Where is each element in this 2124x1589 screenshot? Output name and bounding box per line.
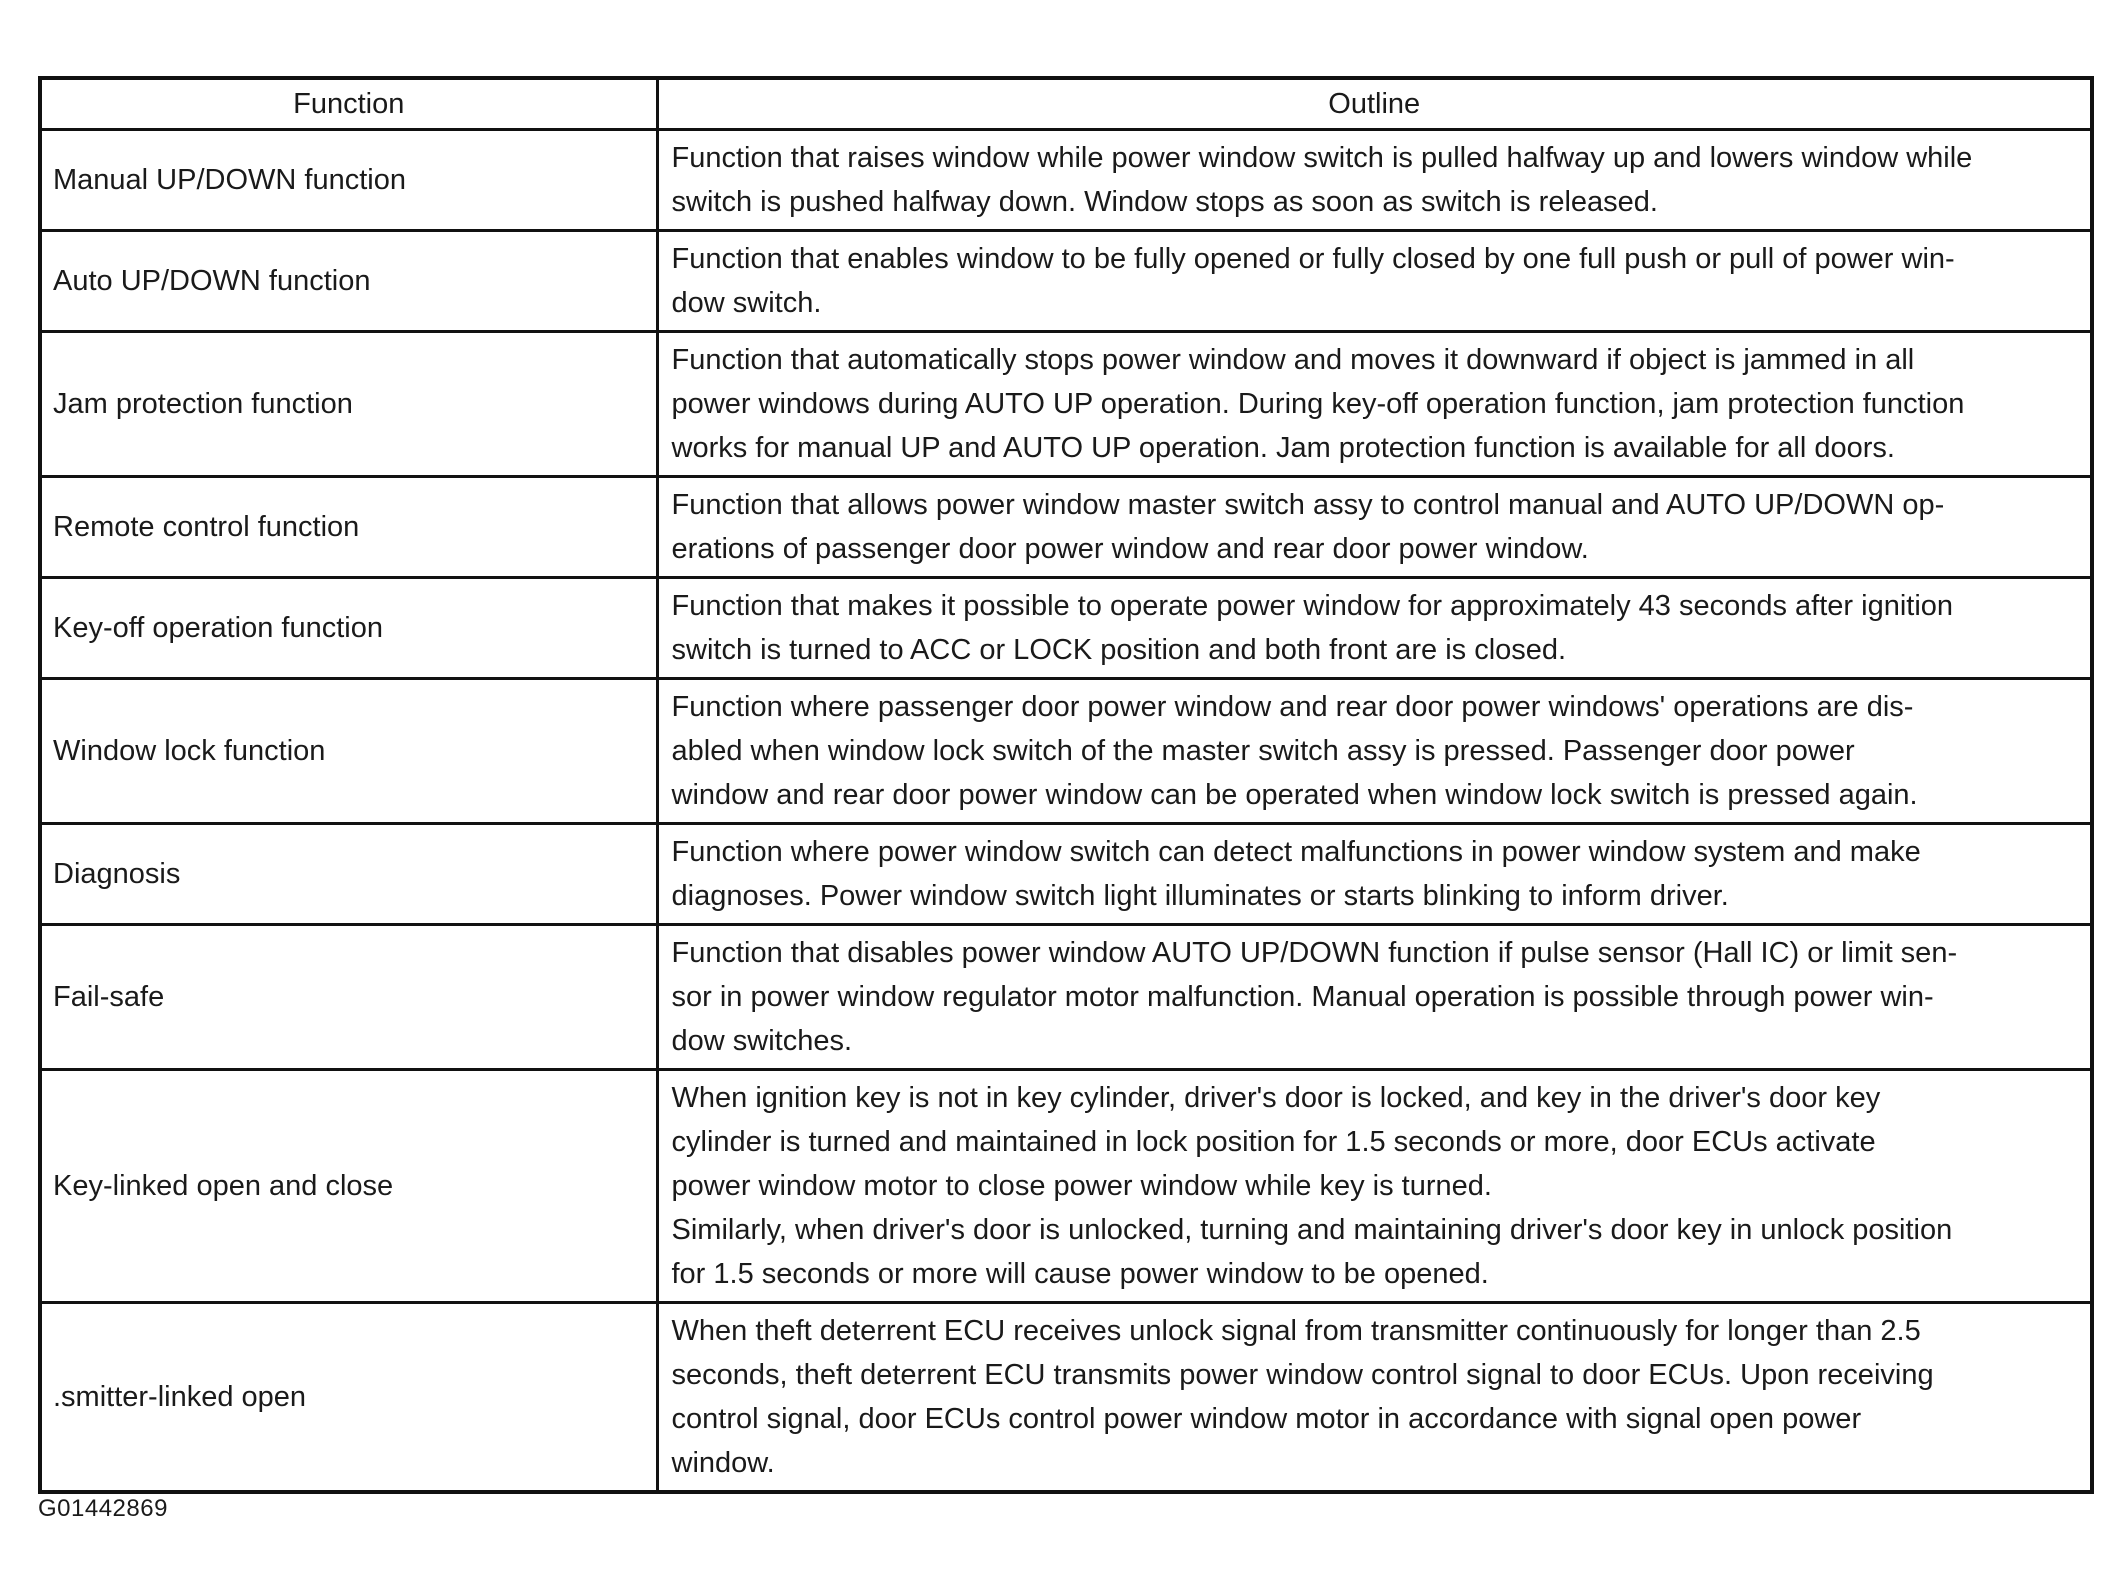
function-cell: Diagnosis — [40, 824, 657, 925]
outline-text-line: diagnoses. Power window switch light illuminates or starts blinking to inform driver. — [671, 880, 1729, 912]
table-row — [40, 824, 2092, 925]
outline-text-line: power windows during AUTO UP operation. During key-off operation function, jam protection function — [671, 388, 1965, 420]
outline-text-line: dow switch. — [671, 287, 822, 319]
outline-cell — [657, 679, 2092, 824]
outline-text-line: Function that makes it possible to operate power window for approximately 43 seconds after ignition — [671, 590, 1954, 622]
function-cell: Jam protection function — [40, 332, 657, 477]
table-row — [40, 1303, 2092, 1493]
outline-text-line: seconds, theft deterrent ECU transmits power window control signal to door ECUs. Upon receiving — [671, 1359, 1934, 1391]
table-row — [40, 1070, 2092, 1303]
outline-text-line: Similarly, when driver's door is unlocked, turning and maintaining driver's door key in unlock position — [671, 1214, 1953, 1246]
function-cell: Key-linked open and close — [40, 1070, 657, 1303]
outline-text-line: abled when window lock switch of the master switch assy is pressed. Passenger door power — [671, 735, 1855, 767]
outline-text-line: switch is turned to ACC or LOCK position and both front are is closed. — [671, 634, 1567, 666]
outline-text-line: When ignition key is not in key cylinder, driver's door is locked, and key in the driver's door key — [671, 1082, 1881, 1114]
outline-text-line: Function where passenger door power window and rear door power windows' operations are dis- — [671, 691, 1914, 723]
function-cell: Window lock function — [40, 679, 657, 824]
outline-text-line: Function where power window switch can detect malfunctions in power window system and make — [671, 836, 1921, 868]
function-cell: Fail-safe — [40, 925, 657, 1070]
outline-cell — [657, 231, 2092, 332]
table-row — [40, 231, 2092, 332]
outline-text-line: works for manual UP and AUTO UP operation. Jam protection function is available for all doors. — [671, 432, 1895, 464]
table-row — [40, 130, 2092, 231]
table-row — [40, 578, 2092, 679]
outline-text-line: Function that automatically stops power window and moves it downward if object is jammed in all — [671, 344, 1915, 376]
outline-text-line: Function that raises window while power window switch is pulled halfway up and lowers window while — [671, 142, 1973, 174]
outline-cell — [657, 1070, 2092, 1303]
outline-text-line: Function that disables power window AUTO UP/DOWN function if pulse sensor (Hall IC) or limit sen- — [671, 937, 1958, 969]
outline-text-line: window. — [671, 1447, 775, 1479]
outline-text-line: Function that allows power window master switch assy to control manual and AUTO UP/DOWN op- — [671, 489, 1945, 521]
figure-id-label: G01442869 — [38, 1495, 168, 1522]
function-column-header: Function — [40, 78, 657, 130]
table-row — [40, 679, 2092, 824]
table-row — [40, 477, 2092, 578]
function-cell: Remote control function — [40, 477, 657, 578]
outline-text-line: When theft deterrent ECU receives unlock signal from transmitter continuously for longer than 2.5 — [671, 1315, 1921, 1347]
outline-column-header: Outline — [657, 78, 2092, 130]
outline-text-line: cylinder is turned and maintained in lock position for 1.5 seconds or more, door ECUs activate — [671, 1126, 1876, 1158]
outline-cell — [657, 130, 2092, 231]
function-outline-sheet — [38, 76, 2090, 1494]
table-body — [40, 130, 2092, 1493]
outline-cell — [657, 578, 2092, 679]
function-cell: Auto UP/DOWN function — [40, 231, 657, 332]
table-row — [40, 332, 2092, 477]
outline-text-line: control signal, door ECUs control power window motor in accordance with signal open power — [671, 1403, 1862, 1435]
table-row — [40, 925, 2092, 1070]
table-header-row — [40, 78, 2092, 130]
outline-text-line: erations of passenger door power window and rear door power window. — [671, 533, 1589, 565]
outline-cell — [657, 477, 2092, 578]
outline-text-line: Function that enables window to be fully opened or fully closed by one full push or pull of power win- — [671, 243, 1955, 275]
function-cell: .smitter-linked open — [40, 1303, 657, 1493]
outline-text-line: for 1.5 seconds or more will cause power window to be opened. — [671, 1258, 1489, 1290]
function-cell: Key-off operation function — [40, 578, 657, 679]
outline-text-line: window and rear door power window can be operated when window lock switch is pressed again. — [671, 779, 1918, 811]
outline-cell — [657, 1303, 2092, 1493]
outline-text-line: sor in power window regulator motor malfunction. Manual operation is possible through power win- — [671, 981, 1934, 1013]
outline-text-line: switch is pushed halfway down. Window stops as soon as switch is released. — [671, 186, 1658, 218]
function-cell: Manual UP/DOWN function — [40, 130, 657, 231]
outline-text-line: power window motor to close power window while key is turned. — [671, 1170, 1492, 1202]
outline-cell — [657, 925, 2092, 1070]
outline-cell — [657, 332, 2092, 477]
outline-cell — [657, 824, 2092, 925]
function-outline-table — [38, 76, 2094, 1494]
outline-text-line: dow switches. — [671, 1025, 853, 1057]
